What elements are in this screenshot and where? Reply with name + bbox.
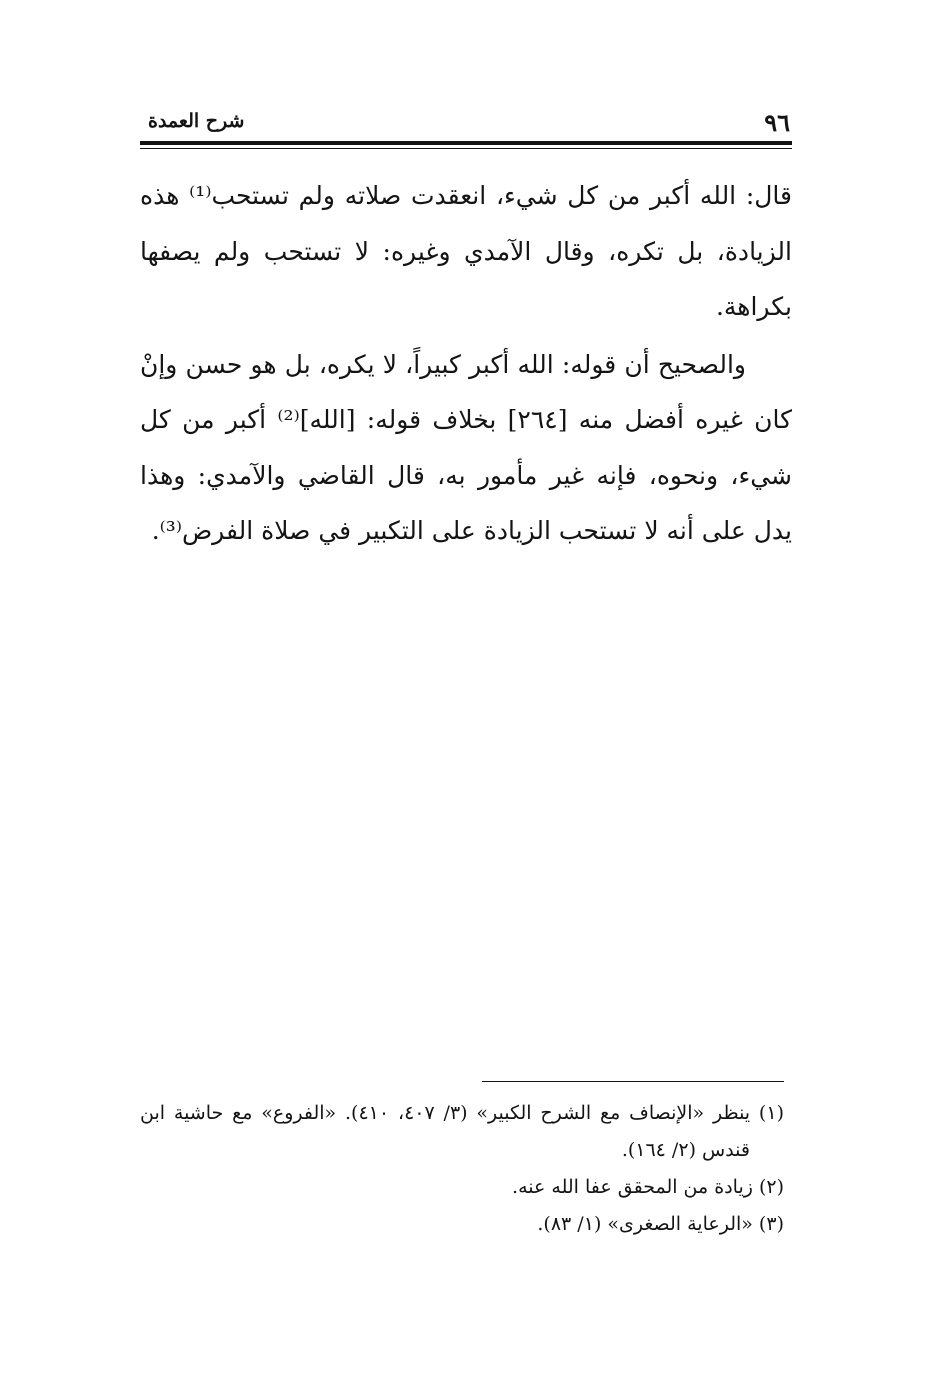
page-header <box>140 108 792 138</box>
footnote-3: (٣) «الرعاية الصغرى» (١/ ٨٣). <box>537 1213 784 1235</box>
header-rule-thin <box>140 148 792 149</box>
footnote-2: (٢) زيادة من المحقق عفا الله عنه. <box>512 1176 784 1198</box>
page-number: ٩٦ <box>764 108 790 137</box>
paragraph-1: قال: الله أكبر من كل شيء، انعقدت صلاته ولم تستحب⁽¹⁾ هذه الزيادة، بل تكره، وقال الآمدي وغيره: لا تستحب ولم يصفها بكراهة. <box>140 181 793 321</box>
footnote-1: (١) ينظر «الإنصاف مع الشرح الكبير» (٣/ ٤٠٧، ٤١٠). «الفروع» مع حاشية ابن قندس (٢/ ١٦٤). <box>140 1102 784 1161</box>
paragraph-2: والصحيح أن قوله: الله أكبر كبيراً، لا يكره، بل هو حسن وإنْ كان غيره أفضل منه [٢٦٤] بخلاف قوله: [الله]⁽²⁾ أكبر من كل شيء، ونحوه، فإنه غير مأمور به، قال القاضي والآمدي: وهذا يدل على أنه لا تستحب الزيادة على التكبير في صلاة الفرض⁽³⁾. <box>140 349 792 545</box>
running-title: شرح العمدة <box>148 110 245 132</box>
header-rule-thick <box>140 141 792 145</box>
main-text <box>140 168 792 559</box>
footnotes <box>140 1095 784 1243</box>
footnote-separator <box>482 1081 784 1082</box>
